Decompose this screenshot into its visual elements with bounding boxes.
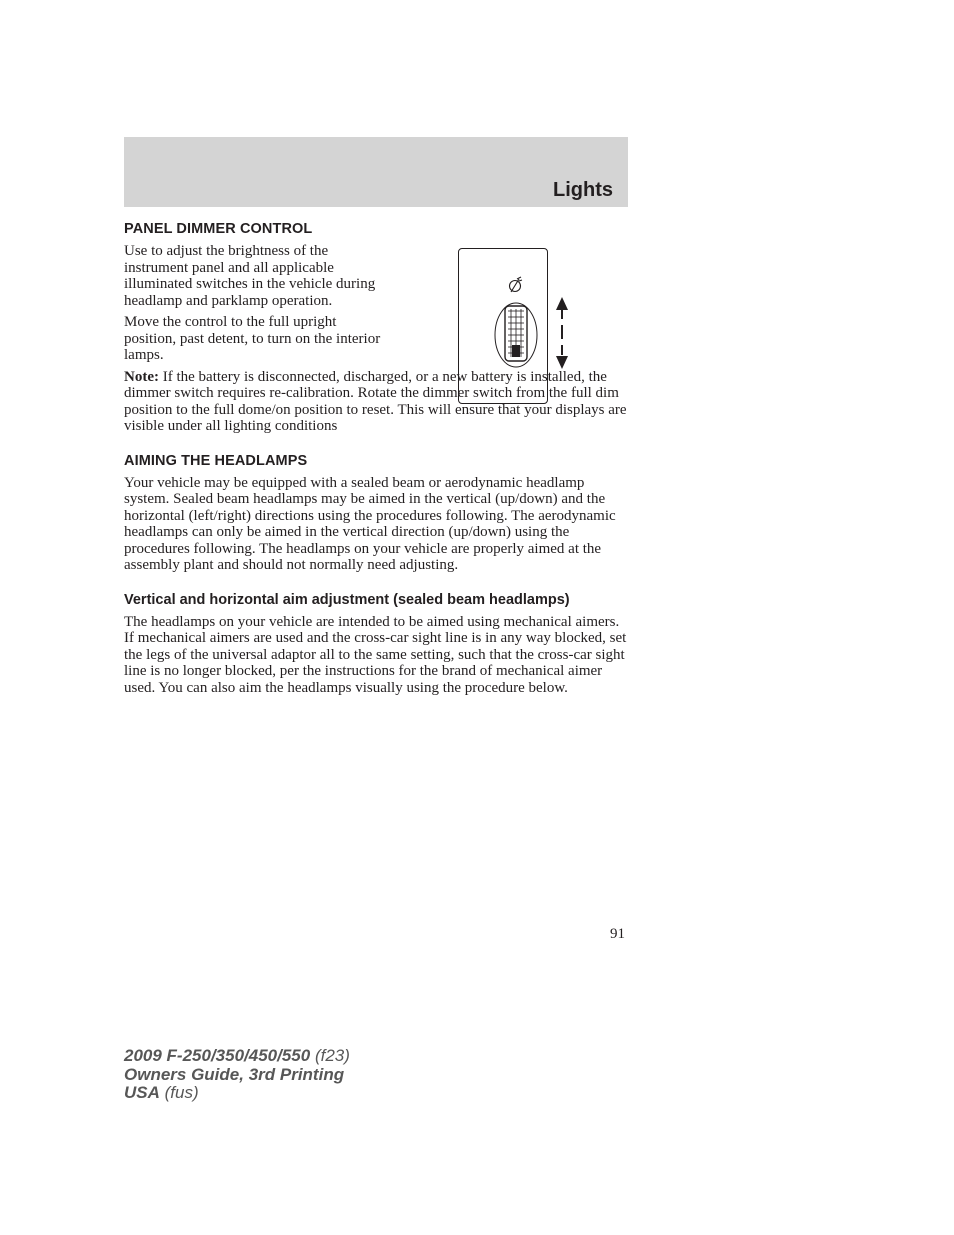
note-text: If the battery is disconnected, discharged, or a new battery is installed, the dimmer switch requires re-calibration. Rotate the dimmer switch from the full dim position to the full dome/on position to reset. This will ensure that your displays are visible under all lighting conditions	[124, 368, 627, 434]
section-header-band	[124, 137, 628, 207]
footer-line-3	[124, 1084, 350, 1103]
footer-model-code: (f23)	[310, 1046, 350, 1065]
footer-model: 2009 F-250/350/450/550	[124, 1046, 311, 1065]
panel-dimmer-para-1: Use to adjust the brightness of the instrument panel and all applicable illuminated switches in the vehicle during headlamp and parklamp operation.	[124, 243, 376, 309]
page-content	[124, 221, 628, 701]
document-footer	[124, 1047, 350, 1103]
page-number: 91	[610, 926, 625, 942]
aiming-para: Your vehicle may be equipped with a sealed beam or aerodynamic headlamp system. Sealed beam headlamps may be aimed in the vertical (up/down) and the horizontal (left/right) directions using the procedures following. The aerodynamic headlamps can only be aimed in the vertical direction (up/down) using the procedures following. The headlamps on your vehicle are properly aimed at the assembly plant and should not normally need adjusting.	[124, 474, 616, 573]
footer-line-2: Owners Guide, 3rd Printing	[124, 1064, 345, 1084]
footer-market-code: (fus)	[159, 1083, 199, 1102]
note-label: Note:	[124, 368, 159, 385]
panel-dimmer-para-2: Move the control to the full upright position, past detent, to turn on the interior lamps.	[124, 314, 381, 363]
section-title: Lights	[553, 179, 613, 201]
heading-vertical-horizontal-aim: Vertical and horizontal aim adjustment (sealed beam headlamps)	[124, 591, 570, 608]
heading-aiming-headlamps: AIMING THE HEADLAMPS	[124, 452, 308, 469]
panel-dimmer-note	[124, 369, 628, 435]
footer-market: USA	[124, 1083, 160, 1102]
heading-panel-dimmer: PANEL DIMMER CONTROL	[124, 221, 313, 237]
footer-line-1	[124, 1047, 350, 1066]
vertical-horizontal-para: The headlamps on your vehicle are intended to be aimed using mechanical aimers. If mechanical aimers are used and the cross-car sight line is in any way blocked, set the legs of the universal adaptor all to the same setting, such that the cross-car sight line is no longer blocked, per the instructions for the brand of mechanical aimer used. You can also aim the headlamps visually using the procedure below.	[124, 613, 627, 696]
